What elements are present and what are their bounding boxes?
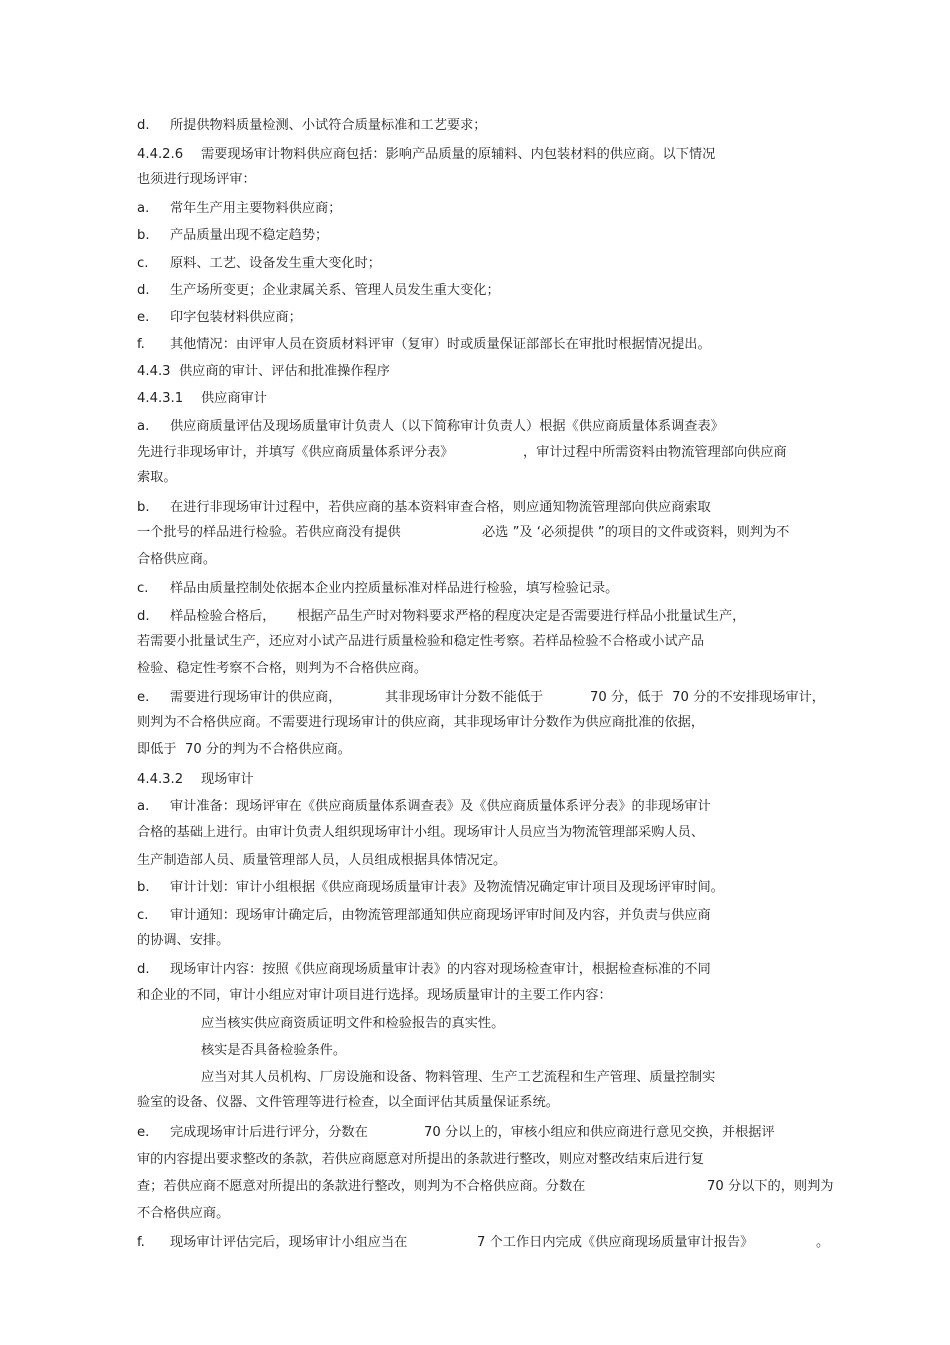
indented-text: 应当核实供应商资质证明文件和检验报告的真实性。 — [201, 1016, 505, 1031]
list-item-text: 审计计划：审计小组根据《供应商现场质量审计表》及物流情况确定审计项目及现场评审时间。 — [170, 880, 724, 895]
paragraph-text: 检验、稳定性考察不合格，则判为不合格供应商。 — [137, 661, 428, 676]
list-marker: a. — [137, 419, 150, 434]
paragraph-text: 则判为不合格供应商。不需要进行现场审计的供应商，其非现场审计分数作为供应商批准的依据， — [137, 715, 705, 730]
paragraph-text: 索取。 — [137, 470, 177, 485]
paragraph-text: 先进行非现场审计，并填写《供应商质量体系评分表》 — [137, 445, 454, 460]
list-item-text: 审计准备：现场评审在《供应商质量体系调查表》及《供应商质量体系评分表》的非现场审计 — [170, 799, 711, 814]
list-marker: d. — [137, 118, 150, 133]
list-item-text: 。 — [816, 1235, 830, 1250]
list-marker: c. — [137, 908, 149, 923]
section-heading: 4.4.3 供应商的审计、评估和批准操作程序 — [137, 364, 390, 379]
list-item-text: 需要进行现场审计的供应商， — [170, 690, 342, 705]
paragraph-text: 若需要小批量试生产，还应对小试产品进行质量检验和稳定性考察。若样品检验不合格或小试产品 — [137, 634, 705, 649]
list-marker: d. — [137, 283, 150, 298]
indented-text: 核实是否具备检验条件。 — [201, 1043, 347, 1058]
list-item-text: 现场审计评估完后，现场审计小组应当在 — [170, 1235, 408, 1250]
list-marker: e. — [137, 690, 150, 705]
text-line — [0, 1234, 830, 1342]
list-item-text: 样品检验合格后， — [170, 609, 276, 624]
paragraph-text: 查；若供应商不愿意对所提出的条款进行整改，则判为不合格供应商。分数在 — [137, 1179, 586, 1194]
list-marker: d. — [137, 609, 150, 624]
list-marker: c. — [137, 256, 149, 271]
paragraph-text: 合格的基础上进行。由审计负责人组织现场审计小组。现场审计人员应当为物流管理部采购人员、 — [137, 825, 705, 840]
list-item-text: 审计通知：现场审计确定后，由物流管理部通知供应商现场评审时间及内容，并负责与供应商 — [170, 908, 711, 923]
list-marker: c. — [137, 581, 149, 596]
list-marker: f. — [137, 337, 145, 352]
list-item-text: 70 分，低于 70 分的不安排现场审计， — [590, 690, 825, 705]
list-marker: f. — [137, 1235, 145, 1250]
section-number: 4.4.3.1 — [137, 391, 184, 406]
list-item-text: 其非现场审计分数不能低于 — [385, 690, 544, 705]
paragraph-text: 合格供应商。 — [137, 552, 217, 567]
indented-text: 应当对其人员机构、厂房设施和设备、物料管理、生产工艺流程和生产管理、质量控制实 — [201, 1070, 716, 1085]
paragraph-text: 一个批号的样品进行检验。若供应商没有提供 — [137, 525, 401, 540]
list-item-text: 7 个工作日内完成《供应商现场质量审计报告》 — [477, 1235, 754, 1250]
list-item-text: 根据产品生产时对物料要求严格的程度决定是否需要进行样品小批量试生产， — [297, 609, 746, 624]
section-heading: 供应商审计 — [201, 391, 267, 406]
list-marker: e. — [137, 1125, 150, 1140]
paragraph-text: 生产制造部人员、质量管理部人员，人员组成根据具体情况定。 — [137, 853, 507, 868]
list-marker: a. — [137, 201, 150, 216]
list-marker: e. — [137, 310, 150, 325]
list-marker: b. — [137, 880, 150, 895]
section-text: 需要现场审计物料供应商包括：影响产品质量的原辅料、内包装材料的供应商。以下情况 — [201, 147, 716, 162]
list-item-text: 生产场所变更；企业隶属关系、管理人员发生重大变化； — [170, 283, 500, 298]
paragraph-text: 验室的设备、仪器、文件管理等进行检查，以全面评估其质量保证系统。 — [137, 1095, 559, 1110]
list-item-text: 在进行非现场审计过程中，若供应商的基本资料审查合格，则应通知物流管理部向供应商索取 — [170, 500, 711, 515]
list-marker: a. — [137, 799, 150, 814]
list-item-text: 原料、工艺、设备发生重大变化时； — [170, 256, 381, 271]
paragraph-text: 审的内容提出要求整改的条款，若供应商愿意对所提出的条款进行整改，则应对整改结束后进行复 — [137, 1152, 705, 1167]
list-marker: b. — [137, 500, 150, 515]
list-item-text: 其他情况：由评审人员在资质材料评审（复审）时或质量保证部部长在审批时根据情况提出。 — [170, 337, 711, 352]
paragraph-text: ，审计过程中所需资料由物流管理部向供应商 — [523, 445, 787, 460]
section-heading: 现场审计 — [201, 772, 254, 787]
paragraph-text: 不合格供应商。 — [137, 1206, 230, 1221]
list-marker: d. — [137, 962, 150, 977]
list-item-text: 印字包装材料供应商； — [170, 310, 302, 325]
paragraph-text: 的协调、安排。 — [137, 933, 230, 948]
section-number: 4.4.3.2 — [137, 772, 184, 787]
paragraph-text: 70 分以下的，则判为 — [707, 1179, 834, 1194]
list-item-text: 样品由质量控制处依据本企业内控质量标准对样品进行检验，填写检验记录。 — [170, 581, 619, 596]
list-item-text: 供应商质量评估及现场质量审计负责人（以下简称审计负责人）根据《供应商质量体系调查表》 — [170, 419, 724, 434]
paragraph-text: 即低于 70 分的判为不合格供应商。 — [137, 742, 351, 757]
section-number: 4.4.2.6 — [137, 147, 184, 162]
list-item-text: 完成现场审计后进行评分，分数在 — [170, 1125, 368, 1140]
list-item-text: 70 分以上的，审核小组应和供应商进行意见交换，并根据评 — [424, 1125, 775, 1140]
paragraph-text: 也须进行现场评审： — [137, 172, 256, 187]
list-item-text: 现场审计内容：按照《供应商现场质量审计表》的内容对现场检查审计，根据检查标准的不同 — [170, 962, 711, 977]
list-item-text: 所提供物料质量检测、小试符合质量标准和工艺要求； — [170, 118, 487, 133]
paragraph-text: 必选 ”及 ‘必须提供 ”的项目的文件或资料，则判为不 — [482, 525, 790, 540]
list-item-text: 产品质量出现不稳定趋势； — [170, 228, 329, 243]
paragraph-text: 和企业的不同，审计小组应对审计项目进行选择。现场质量审计的主要工作内容： — [137, 988, 612, 1003]
list-marker: b. — [137, 228, 150, 243]
list-item-text: 常年生产用主要物料供应商； — [170, 201, 342, 216]
